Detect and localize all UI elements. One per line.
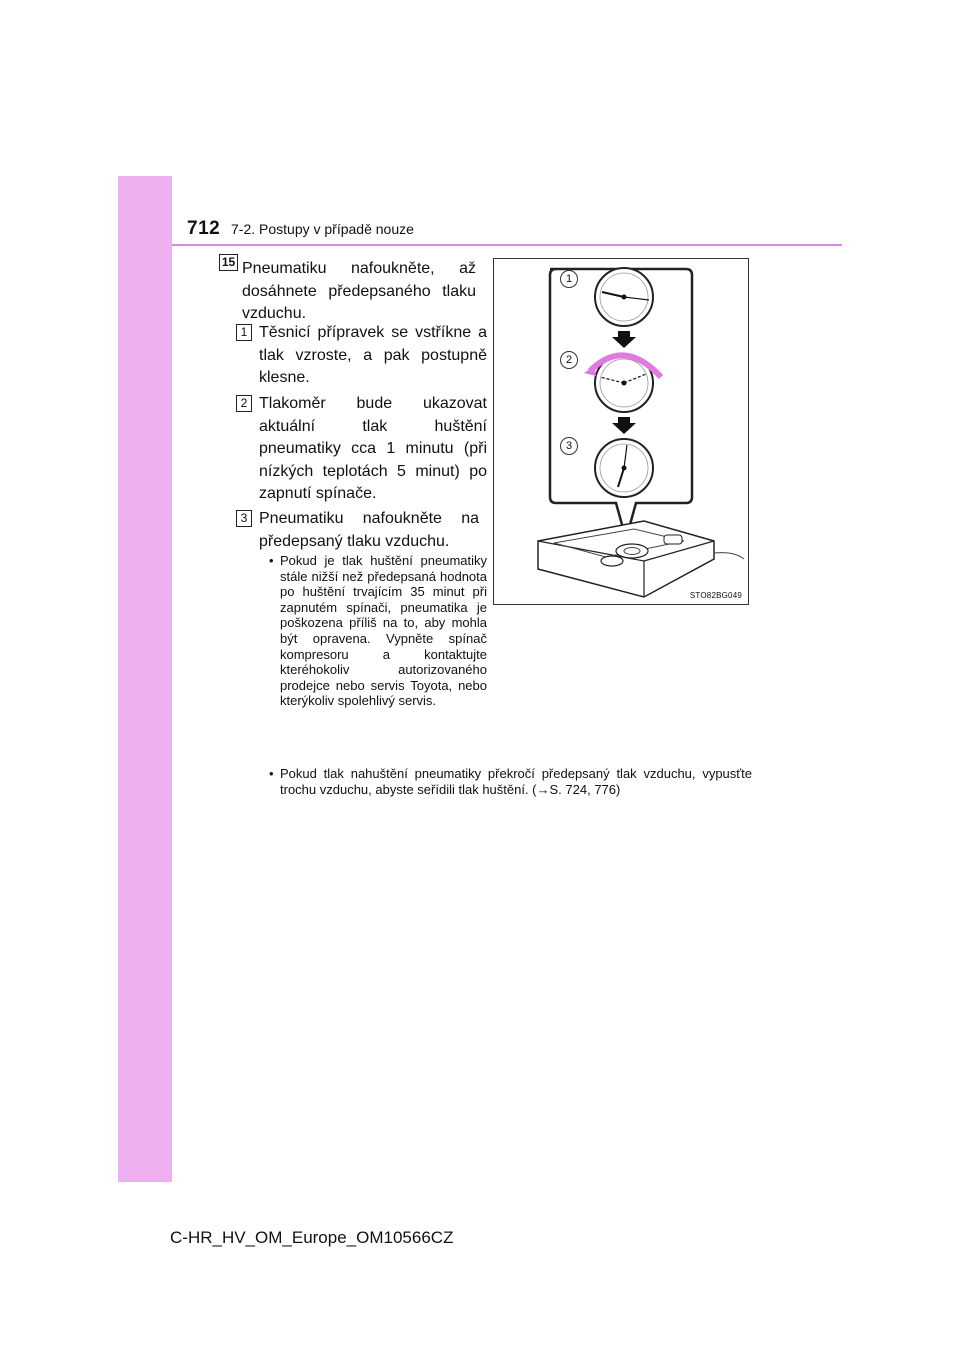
document-id: C-HR_HV_OM_Europe_OM10566CZ xyxy=(170,1228,454,1247)
bullet-mark: • xyxy=(269,553,274,568)
substep-text-3: Pneumatiku nafoukněte na předepsaný tlaku vzduchu. xyxy=(259,510,479,550)
substep-text-2: Tlakoměr bude ukazovat aktuální tlak huštění pneumatiky cca 1 minutu (při nízkých teplotách 5 minut) po zapnutí spínače. xyxy=(259,395,487,502)
chapter-title: 7-2. Postupy v případě nouze xyxy=(231,221,414,237)
figure-label-3: 3 xyxy=(560,437,578,455)
chapter-sidebar-tab xyxy=(118,176,172,1182)
bullet-mark: • xyxy=(269,766,274,781)
step-text: Pneumatiku nafoukněte, až dosáhnete předepsaného tlaku vzduchu. xyxy=(242,260,476,322)
gauge-3 xyxy=(595,439,653,497)
figure-code: STO82BG049 xyxy=(689,591,742,600)
note-bullet-2 xyxy=(269,766,752,797)
header-divider xyxy=(172,244,842,246)
compressor-unit xyxy=(538,521,744,597)
page-number: 712 xyxy=(187,218,221,239)
figure-label-1: 1 xyxy=(560,270,578,288)
compressor-gauge-figure xyxy=(493,258,749,605)
note-text-1: Pokud je tlak huštění pneumatiky stále nižší než předepsaná hodnota po huštění trvajícím 35 minut při zapnutém spínači, pneumatika je poškozena příliš na to, aby mohla být opravena. Vypněte spínač kompresoru a kontaktujte kteréhokoliv autorizovaného prodejce nebo servis Toyota, nebo kterýkoliv spolehlivý servis. xyxy=(280,553,487,709)
substep-badge-2: 2 xyxy=(236,395,252,412)
substep-badge-3: 3 xyxy=(236,510,252,527)
substep-text-1: Těsnicí přípravek se vstříkne a tlak vzroste, a pak postupně klesne. xyxy=(259,324,487,386)
figure-label-2: 2 xyxy=(560,351,578,369)
substep-badge-1: 1 xyxy=(236,324,252,341)
note-bullet-1 xyxy=(269,553,487,709)
gauge-illustration xyxy=(494,259,750,606)
step-badge: 15 xyxy=(219,254,238,271)
note-text-2: Pokud tlak nahuštění pneumatiky překročí předepsaný tlak vzduchu, vypusťte trochu vzduchu, abyste seřídili tlak huštění. (→S. 724, 776) xyxy=(280,766,752,797)
gauge-1 xyxy=(595,268,653,326)
